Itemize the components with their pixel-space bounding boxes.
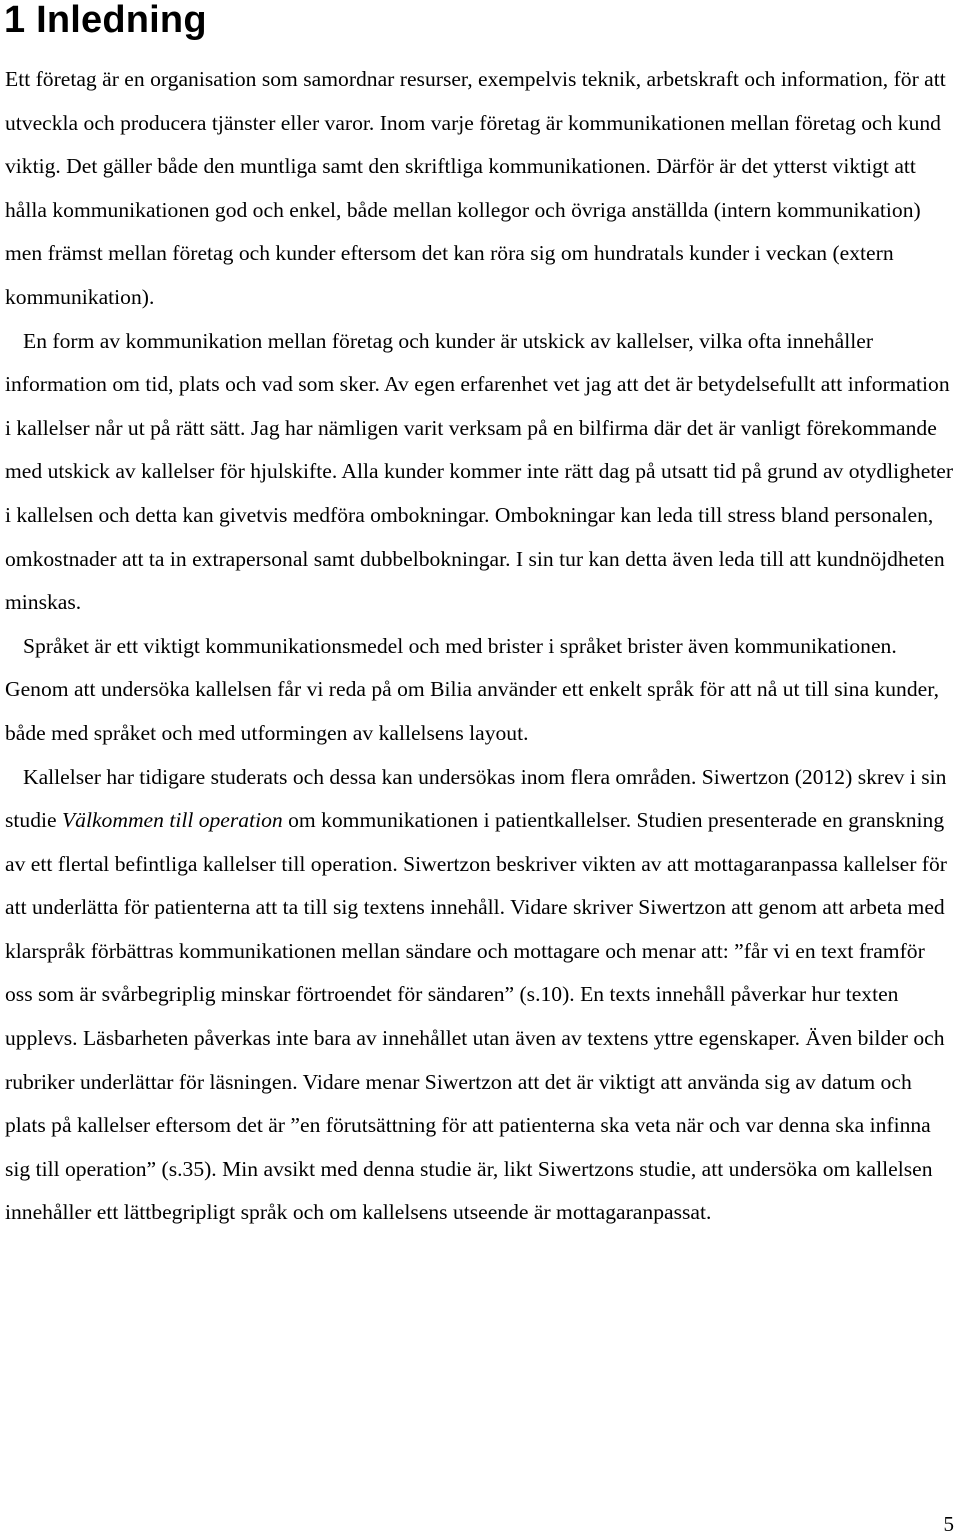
paragraph-3: Språket är ett viktigt kommunikationsmedel och med brister i språket brister även kommunikationen. Genom att undersöka kallelsen får vi reda på om Bilia använder ett enkelt språk för att nå ut till sina kunder, både med språket och med utformingen av kallelsens layout. — [5, 633, 939, 745]
page-number: 5 — [943, 1512, 954, 1536]
paragraph-4-text-a: Kallelser har tidigare studerats och dessa kan undersökas inom flera områden. Siwertzon (2012) skrev i sin studie — [5, 764, 947, 833]
paragraph-2: En form av kommunikation mellan företag och kunder är utskick av kallelser, vilka ofta innehåller information om tid, plats och vad som sker. Av egen erfarenhet vet jag att det är betydelsefullt att information i kallelser når ut på rätt sätt. Jag har nämligen varit verksam på en bilfirma där det är vanligt förekommande med utskick av kallelser för hjulskifte. Alla kunder kommer inte rätt dag på utsatt tid på grund av otydligheter i kallelsen och detta kan givetvis medföra ombokningar. Ombokningar kan leda till stress bland personalen, omkostnader att ta in extrapersonal samt dubbelbokningar. I sin tur kan detta även leda till att kundnöjdheten minskas. — [5, 328, 954, 615]
paragraph-1: Ett företag är en organisation som samordnar resurser, exempelvis teknik, arbetskraft och information, för att utveckla och producera tjänster eller varor. Inom varje företag är kommunikationen mellan företag och kund viktig. Det gäller både den muntliga samt den skriftliga kommunikationen. Därför är det ytterst viktigt att hålla kommunikationen god och enkel, både mellan kollegor och övriga anställda (intern kommunikation) men främst mellan företag och kunder eftersom det kan röra sig om hundratals kunder i veckan (extern kommunikation). — [5, 67, 946, 309]
paragraph-4-text-b: om kommunikationen i patientkallelser. Studien presenterade en granskning av ett flertal befintliga kallelser till operation. Siwertzon beskriver vikten av att mottagaranpassa kallelser för att underlätta för patienterna att ta till sig textens innehåll. Vidare skriver Siwertzon att genom att arbeta med klarspråk förbättras kommunikationen mellan sändare och mottagare och menar att: ”får vi en text framför oss som är svårbegriplig minskar förtroendet för sändaren” (s.10). En texts innehåll påverkar hur texten upplevs. Läsbarheten påverkas inte bara av innehållet utan även av textens yttre egenskaper. Även bilder och rubriker underlättar för läsningen. Vidare menar Siwertzon att det är viktigt att använda sig av datum och plats på kallelser eftersom det är ”en förutsättning för att patienterna ska veta när och var denna ska infinna sig till operation” (s.35). Min avsikt med denna studie är, likt Siwertzons studie, att undersöka om kallelsen innehåller ett lättbegripligt språk och om kallelsens utseende är mottagaranpassat. — [5, 808, 947, 1225]
page-title: 1 Inledning — [4, 0, 207, 41]
body-text — [5, 58, 957, 1235]
study-title: Välkommen till operation — [61, 808, 283, 833]
paragraph-4 — [5, 756, 957, 1236]
